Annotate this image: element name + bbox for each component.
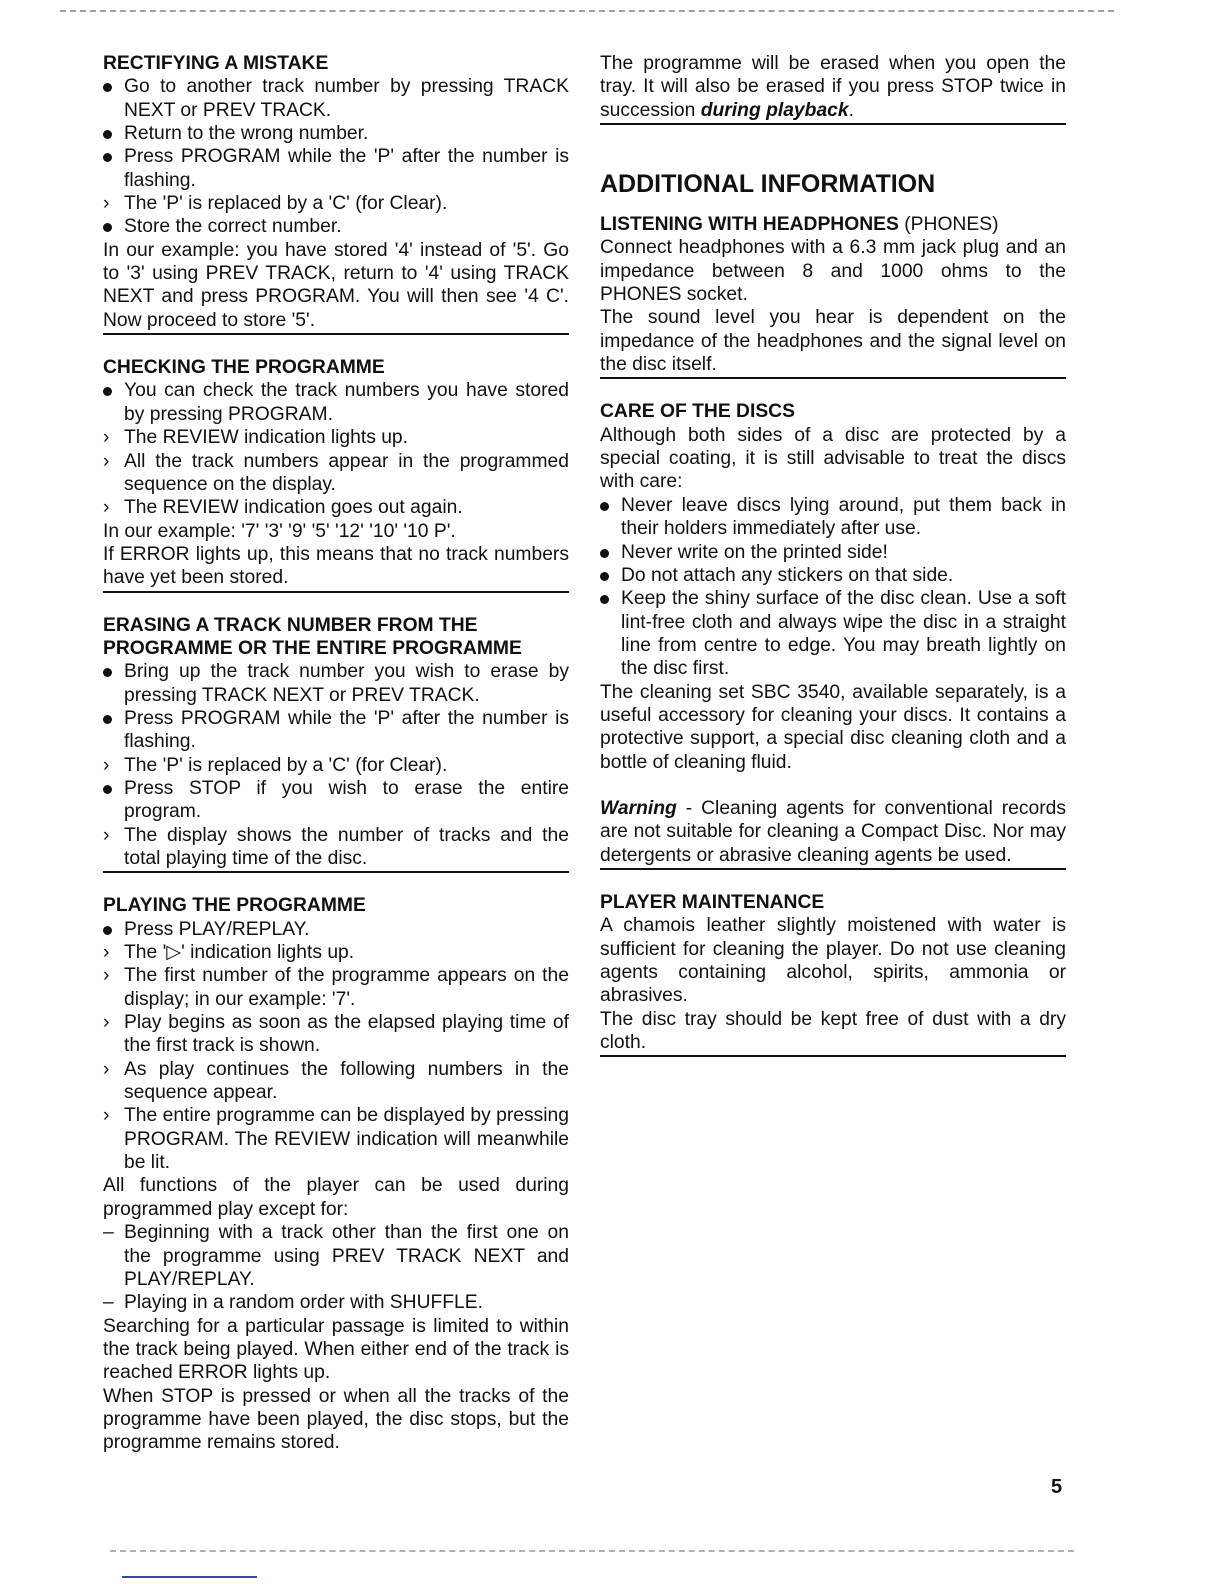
list-item [103,707,569,754]
list-item [103,1011,569,1058]
intro-end: . [848,99,854,121]
list-item [103,496,569,519]
bullet-dot [103,785,112,794]
bullet-dot [103,153,112,162]
paragraph: Searching for a particular passage is limited to within the track being played. When either end of the track is reached ERROR lights up. [103,1315,569,1384]
exception-list [103,1221,569,1314]
warning-label: Warning [600,797,677,819]
item-text: Never write on the printed side! [621,541,888,563]
result-arrow-icon: › [103,427,110,449]
bullet-icon [103,918,123,941]
bullet-icon [600,541,620,564]
list-item [103,426,569,449]
bullet-dot [600,595,609,604]
instruction-list [600,494,1066,681]
intro-text: The programme will be erased when you open the tray. It will also be erased if you press STOP twice in succession [600,53,1066,121]
page-title: ADDITIONAL INFORMATION [600,170,936,199]
paragraph: When STOP is pressed or when all the tracks of the programme have been played, the disc stops, but the programme remains stored. [103,1385,569,1454]
section-title: PLAYER MAINTENANCE [600,891,825,913]
section-rectifying [103,52,569,335]
list-item [103,192,569,215]
list-item [103,660,569,707]
list-item [600,587,1066,680]
section-title: ERASING A TRACK NUMBER FROM THE PROGRAMME OR THE ENTIRE PROGRAMME [103,614,522,659]
item-text: The first number of the programme appears on the display; in our example: '7'. [124,965,569,1010]
item-text: Press PROGRAM while the 'P' after the number is flashing. [124,707,569,753]
paragraph: In our example: you have stored '4' instead of '5'. Go to '3' using PREV TRACK, return to '4' using TRACK NEXT and press PROGRAM. You will then see '4 C'. Now proceed to store '5'. [103,239,569,331]
bullet-icon [103,75,123,98]
result-arrow-icon: › [103,1012,110,1034]
bullet-dot [600,502,609,511]
dash-marker: – [103,1292,114,1314]
bullet-icon [103,777,123,800]
section-title: CARE OF THE DISCS [600,401,795,423]
list-item [103,1291,569,1314]
list-item [600,541,1066,564]
instruction-list [103,660,569,870]
bullet-dot [600,549,609,558]
list-item [600,494,1066,541]
paragraph: All functions of the player can be used during programmed play except for: [103,1175,569,1220]
list-item [103,918,569,941]
item-text: The REVIEW indication goes out again. [124,497,463,519]
item-text: The display shows the number of tracks and the total playing time of the disc. [124,824,569,869]
list-item [103,1104,569,1174]
item-text: The entire programme can be displayed by pressing PROGRAM. The REVIEW indication will meanwhile be lit. [124,1105,569,1174]
item-text: The 'P' is replaced by a 'C' (for Clear). [124,193,448,215]
scan-edge-top [60,10,1114,12]
bullet-icon [103,379,123,402]
item-text: Keep the shiny surface of the disc clean. Use a soft lint-free cloth and always wipe the disc in a straight line from centre to edge. You may breath lightly on the disc first. [621,588,1066,680]
bullet-icon [600,587,620,610]
right-column [600,52,1066,1078]
item-text: Never leave discs lying around, put them back in their holders immediately after use. [621,494,1066,540]
emphasis-text: during playback [700,99,849,121]
list-item [103,122,569,145]
item-text: Beginning with a track other than the first one on the programme using PREV TRACK NEXT and PLAY/REPLAY. [124,1222,569,1290]
item-text: Press STOP if you wish to erase the entire program. [124,777,569,823]
section-intro [600,52,1066,125]
bullet-icon [600,564,620,587]
item-text: Return to the wrong number. [124,123,369,145]
section-title: CHECKING THE PROGRAMME [103,357,385,379]
result-arrow-icon: › [103,1105,110,1127]
section-title: LISTENING WITH HEADPHONES [600,214,899,236]
item-text: As play continues the following numbers in the sequence appear. [124,1058,569,1104]
result-arrow-icon: › [103,450,110,472]
section-playing [103,894,569,1455]
instruction-list [103,75,569,238]
bullet-dot [103,223,112,232]
bullet-dot [103,926,112,935]
section-care [600,400,1066,870]
section-maintenance [600,891,1066,1057]
bullet-icon [103,660,123,683]
result-arrow-icon: › [103,824,110,846]
scan-edge-mark [122,1576,257,1578]
list-item [103,450,569,497]
result-arrow-icon: › [103,1058,110,1080]
item-text: Store the correct number. [124,216,342,238]
list-item [103,754,569,777]
item-text: Do not attach any stickers on that side. [621,564,954,586]
bullet-icon [103,215,123,238]
item-text: All the track numbers appear in the programmed sequence on the display. [124,450,569,495]
instruction-list [103,379,569,519]
paragraph: The cleaning set SBC 3540, available separately, is a useful accessory for cleaning your discs. It contains a protective support, a special disc cleaning cloth and a bottle of cleaning fluid. [600,681,1066,773]
bullet-dot [103,83,112,92]
paragraph: A chamois leather slightly moistened with water is sufficient for cleaning the player. Do not use cleaning agents containing alcohol, spirits, ammonia or abrasives. [600,915,1066,1007]
item-text: Go to another track number by pressing TRACK NEXT or PREV TRACK. [124,76,569,121]
section-heading [600,213,1066,236]
item-text: Press PROGRAM while the 'P' after the number is flashing. [124,146,569,191]
item-text: The '▷' indication lights up. [124,942,355,964]
paragraph: The disc tray should be kept free of dust with a dry cloth. [600,1008,1066,1054]
item-text: Play begins as soon as the elapsed playing time of the first track is shown. [124,1012,569,1057]
paragraph: In our example: '7' '3' '9' '5' '12' '10' '10 P'. [103,520,456,542]
result-arrow-icon: › [103,965,110,987]
paragraph: Although both sides of a disc are protected by a special coating, it is still advisable to treat the discs with care: [600,424,1066,493]
bullet-dot [103,715,112,724]
list-item [103,215,569,238]
paragraph: If ERROR lights up, this means that no track numbers have yet been stored. [103,543,569,589]
result-arrow-icon: › [103,497,110,519]
section-title: PLAYING THE PROGRAMME [103,895,366,917]
list-item [103,824,569,871]
list-item [600,564,1066,587]
section-checking [103,356,569,592]
list-item [103,75,569,122]
bullet-icon [103,707,123,730]
paragraph: Connect headphones with a 6.3 mm jack plug and an impedance between 8 and 1000 ohms to the PHONES socket. [600,237,1066,306]
list-item [103,964,569,1011]
list-item [103,379,569,426]
page-number: 5 [1051,1476,1063,1498]
result-arrow-icon: › [103,942,110,964]
warning-text: - Cleaning agents for conventional records are not suitable for cleaning a Compact Disc. Nor may detergents or abrasive cleaning agents be used. [600,797,1066,866]
dash-marker: – [103,1222,114,1244]
warning-paragraph [600,797,1066,867]
result-arrow-icon: › [103,193,110,215]
bullet-icon [103,145,123,168]
bullet-dot [103,387,112,396]
bullet-dot [103,130,112,139]
item-text: The REVIEW indication lights up. [124,427,408,449]
list-item [103,777,569,824]
bullet-dot [600,572,609,581]
list-item [103,941,569,964]
bullet-icon [600,494,620,517]
item-text: Playing in a random order with SHUFFLE. [124,1292,483,1314]
item-text: The 'P' is replaced by a 'C' (for Clear). [124,754,448,776]
section-erasing [103,614,569,874]
item-text: You can check the track numbers you have stored by pressing PROGRAM. [124,380,569,425]
list-item [103,145,569,192]
left-column [103,52,569,1456]
item-text: Bring up the track number you wish to erase by pressing TRACK NEXT or PREV TRACK. [124,661,569,706]
item-text: Press PLAY/REPLAY. [124,918,310,940]
spacer [600,774,1066,797]
paragraph: The sound level you hear is dependent on the impedance of the headphones and the signal level on the disc itself. [600,307,1066,376]
list-item [103,1058,569,1105]
bullet-dot [103,668,112,677]
scan-edge-bottom [110,1550,1074,1552]
result-arrow-icon: › [103,754,110,776]
bullet-icon [103,122,123,145]
list-item [103,1221,569,1291]
section-title: RECTIFYING A MISTAKE [103,53,329,74]
section-title-suffix: (PHONES) [898,214,999,236]
section-headphones [600,213,1066,379]
instruction-list [103,918,569,1175]
paragraph [600,52,1066,122]
